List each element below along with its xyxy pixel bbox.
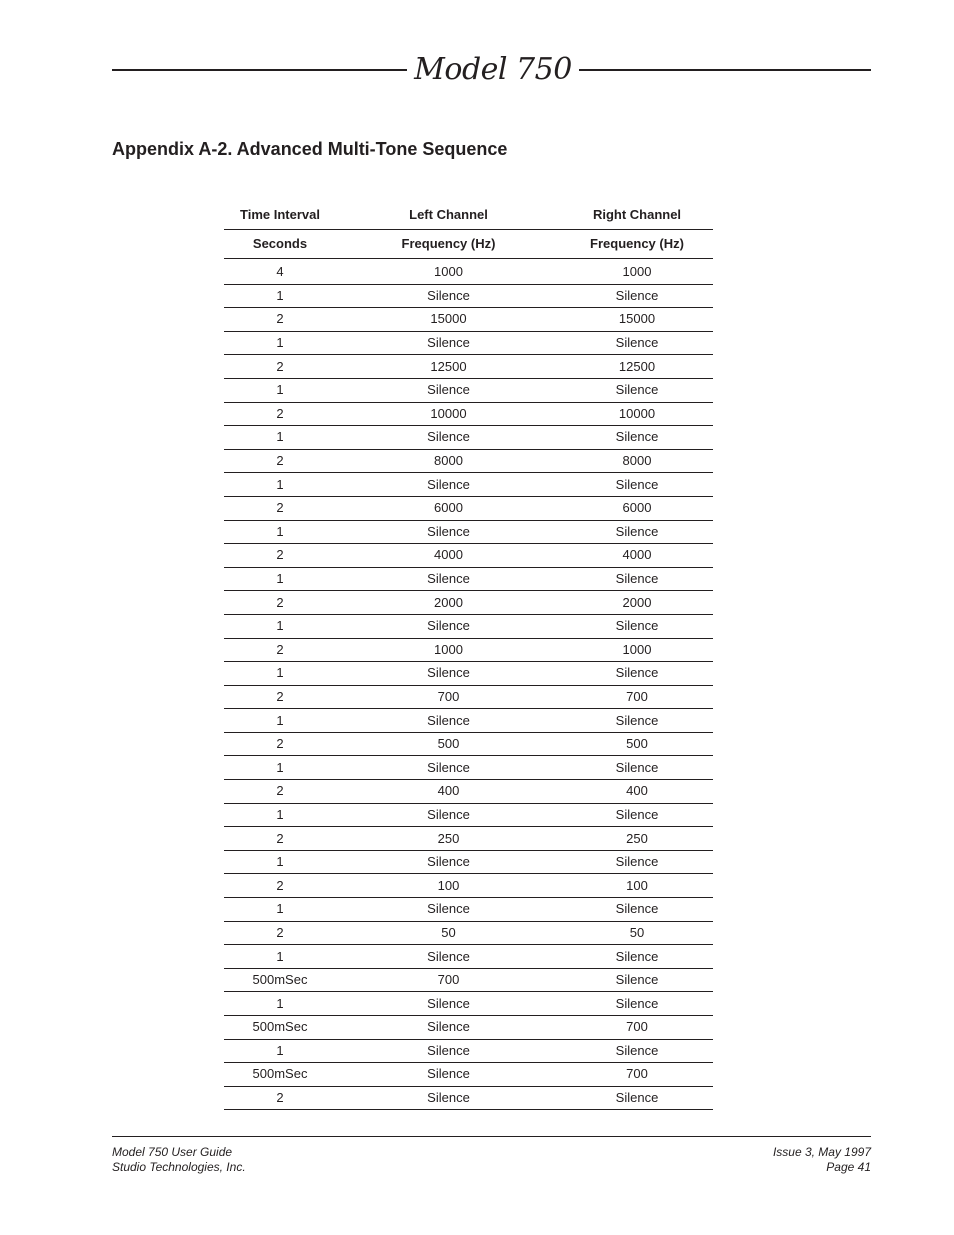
table-row	[224, 473, 713, 497]
right-frequency-cell: 10000	[561, 402, 713, 426]
table-row	[224, 662, 713, 686]
right-frequency-cell: 400	[561, 780, 713, 804]
footer-right	[773, 1145, 871, 1175]
column-header-seconds: Seconds	[224, 230, 336, 259]
right-frequency-cell: 100	[561, 874, 713, 898]
table-row	[224, 378, 713, 402]
table-row	[224, 803, 713, 827]
time-interval-cell: 1	[224, 520, 336, 544]
time-interval-cell: 500mSec	[224, 968, 336, 992]
time-interval-cell: 2	[224, 732, 336, 756]
right-frequency-cell: 6000	[561, 496, 713, 520]
right-frequency-cell: Silence	[561, 614, 713, 638]
left-frequency-cell: 500	[336, 732, 561, 756]
left-frequency-cell: Silence	[336, 662, 561, 686]
table-row	[224, 331, 713, 355]
time-interval-cell: 1	[224, 331, 336, 355]
time-interval-cell: 1	[224, 662, 336, 686]
table-row	[224, 402, 713, 426]
time-interval-cell: 1	[224, 709, 336, 733]
right-frequency-cell: 500	[561, 732, 713, 756]
right-frequency-cell: Silence	[561, 992, 713, 1016]
right-frequency-cell: Silence	[561, 331, 713, 355]
left-frequency-cell: Silence	[336, 709, 561, 733]
time-interval-cell: 1	[224, 378, 336, 402]
left-frequency-cell: 2000	[336, 591, 561, 615]
table-row	[224, 591, 713, 615]
left-frequency-cell: Silence	[336, 850, 561, 874]
table-header-row	[224, 230, 713, 259]
left-frequency-cell: 250	[336, 827, 561, 851]
time-interval-cell: 2	[224, 402, 336, 426]
table-row	[224, 449, 713, 473]
header-title: Model 750	[414, 52, 572, 87]
left-frequency-cell: Silence	[336, 520, 561, 544]
footer-left	[112, 1145, 246, 1175]
table-row	[224, 827, 713, 851]
table-row	[224, 355, 713, 379]
right-frequency-cell: Silence	[561, 378, 713, 402]
left-frequency-cell: Silence	[336, 378, 561, 402]
time-interval-cell: 1	[224, 803, 336, 827]
column-header-right-channel: Right Channel	[561, 201, 713, 230]
time-interval-cell: 2	[224, 780, 336, 804]
footer-company: Studio Technologies, Inc.	[112, 1160, 246, 1174]
left-frequency-cell: Silence	[336, 803, 561, 827]
time-interval-cell: 1	[224, 756, 336, 780]
column-header-left-channel: Left Channel	[336, 201, 561, 230]
table-row	[224, 780, 713, 804]
time-interval-cell: 500mSec	[224, 1016, 336, 1040]
time-interval-cell: 2	[224, 308, 336, 332]
time-interval-cell: 2	[224, 638, 336, 662]
table-row	[224, 638, 713, 662]
left-frequency-cell: Silence	[336, 1039, 561, 1063]
time-interval-cell: 1	[224, 850, 336, 874]
time-interval-cell: 1	[224, 567, 336, 591]
footer-page-number: Page 41	[826, 1160, 871, 1174]
time-interval-cell: 1	[224, 426, 336, 450]
right-frequency-cell: Silence	[561, 709, 713, 733]
time-interval-cell: 4	[224, 259, 336, 285]
time-interval-cell: 2	[224, 355, 336, 379]
right-frequency-cell: 700	[561, 685, 713, 709]
left-frequency-cell: Silence	[336, 614, 561, 638]
column-header-left-frequency: Frequency (Hz)	[336, 230, 561, 259]
column-header-time-interval: Time Interval	[224, 201, 336, 230]
left-frequency-cell: Silence	[336, 1063, 561, 1087]
right-frequency-cell: 15000	[561, 308, 713, 332]
table-row	[224, 968, 713, 992]
table-row	[224, 992, 713, 1016]
left-frequency-cell: Silence	[336, 567, 561, 591]
header-rule-left	[112, 69, 407, 71]
right-frequency-cell: Silence	[561, 567, 713, 591]
table-row	[224, 544, 713, 568]
table-row	[224, 756, 713, 780]
right-frequency-cell: 700	[561, 1016, 713, 1040]
left-frequency-cell: 100	[336, 874, 561, 898]
table-row	[224, 921, 713, 945]
left-frequency-cell: 700	[336, 968, 561, 992]
right-frequency-cell: Silence	[561, 803, 713, 827]
right-frequency-cell: 250	[561, 827, 713, 851]
right-frequency-cell: Silence	[561, 520, 713, 544]
footer-guide-title: Model 750 User Guide	[112, 1145, 233, 1159]
table-row	[224, 898, 713, 922]
time-interval-cell: 2	[224, 827, 336, 851]
left-frequency-cell: 1000	[336, 259, 561, 285]
table-row	[224, 1063, 713, 1087]
left-frequency-cell: Silence	[336, 756, 561, 780]
time-interval-cell: 500mSec	[224, 1063, 336, 1087]
right-frequency-cell: 1000	[561, 259, 713, 285]
left-frequency-cell: 10000	[336, 402, 561, 426]
left-frequency-cell: 12500	[336, 355, 561, 379]
right-frequency-cell: Silence	[561, 473, 713, 497]
left-frequency-cell: 50	[336, 921, 561, 945]
table-row	[224, 732, 713, 756]
left-frequency-cell: 1000	[336, 638, 561, 662]
right-frequency-cell: Silence	[561, 426, 713, 450]
table-row	[224, 259, 713, 285]
time-interval-cell: 2	[224, 1086, 336, 1110]
right-frequency-cell: 1000	[561, 638, 713, 662]
right-frequency-cell: Silence	[561, 898, 713, 922]
table-row	[224, 308, 713, 332]
time-interval-cell: 2	[224, 874, 336, 898]
right-frequency-cell: Silence	[561, 968, 713, 992]
left-frequency-cell: 400	[336, 780, 561, 804]
right-frequency-cell: 12500	[561, 355, 713, 379]
table-body	[224, 259, 713, 1110]
table-row	[224, 685, 713, 709]
table-row	[224, 1086, 713, 1110]
column-header-right-frequency: Frequency (Hz)	[561, 230, 713, 259]
time-interval-cell: 1	[224, 473, 336, 497]
left-frequency-cell: 15000	[336, 308, 561, 332]
appendix-title: Appendix A-2. Advanced Multi-Tone Sequence	[112, 139, 508, 159]
time-interval-cell: 2	[224, 591, 336, 615]
page-header	[112, 48, 871, 92]
table-row	[224, 709, 713, 733]
left-frequency-cell: 4000	[336, 544, 561, 568]
time-interval-cell: 1	[224, 945, 336, 969]
right-frequency-cell: Silence	[561, 850, 713, 874]
right-frequency-cell: Silence	[561, 662, 713, 686]
right-frequency-cell: 8000	[561, 449, 713, 473]
table-row	[224, 1039, 713, 1063]
left-frequency-cell: 700	[336, 685, 561, 709]
left-frequency-cell: Silence	[336, 1086, 561, 1110]
table-row	[224, 945, 713, 969]
time-interval-cell: 1	[224, 284, 336, 308]
table-row	[224, 614, 713, 638]
right-frequency-cell: 4000	[561, 544, 713, 568]
right-frequency-cell: Silence	[561, 945, 713, 969]
time-interval-cell: 2	[224, 921, 336, 945]
table-row	[224, 520, 713, 544]
right-frequency-cell: Silence	[561, 1086, 713, 1110]
right-frequency-cell: Silence	[561, 1039, 713, 1063]
left-frequency-cell: Silence	[336, 331, 561, 355]
table-row	[224, 874, 713, 898]
right-frequency-cell: Silence	[561, 756, 713, 780]
time-interval-cell: 2	[224, 496, 336, 520]
time-interval-cell: 1	[224, 614, 336, 638]
table-row	[224, 1016, 713, 1040]
left-frequency-cell: Silence	[336, 473, 561, 497]
left-frequency-cell: Silence	[336, 992, 561, 1016]
table-header-row	[224, 201, 713, 230]
left-frequency-cell: Silence	[336, 426, 561, 450]
header-rule-right	[579, 69, 871, 71]
time-interval-cell: 1	[224, 992, 336, 1016]
time-interval-cell: 1	[224, 1039, 336, 1063]
tone-sequence-table	[224, 201, 713, 1110]
table-row	[224, 496, 713, 520]
time-interval-cell: 2	[224, 544, 336, 568]
table-row	[224, 284, 713, 308]
left-frequency-cell: Silence	[336, 284, 561, 308]
right-frequency-cell: 700	[561, 1063, 713, 1087]
footer-rule	[112, 1136, 871, 1137]
left-frequency-cell: Silence	[336, 945, 561, 969]
right-frequency-cell: 50	[561, 921, 713, 945]
right-frequency-cell: 2000	[561, 591, 713, 615]
footer-issue: Issue 3, May 1997	[772, 1145, 871, 1159]
left-frequency-cell: Silence	[336, 1016, 561, 1040]
time-interval-cell: 2	[224, 685, 336, 709]
left-frequency-cell: 6000	[336, 496, 561, 520]
table-row	[224, 567, 713, 591]
left-frequency-cell: Silence	[336, 898, 561, 922]
time-interval-cell: 2	[224, 449, 336, 473]
time-interval-cell: 1	[224, 898, 336, 922]
table-row	[224, 850, 713, 874]
table-row	[224, 426, 713, 450]
left-frequency-cell: 8000	[336, 449, 561, 473]
right-frequency-cell: Silence	[561, 284, 713, 308]
